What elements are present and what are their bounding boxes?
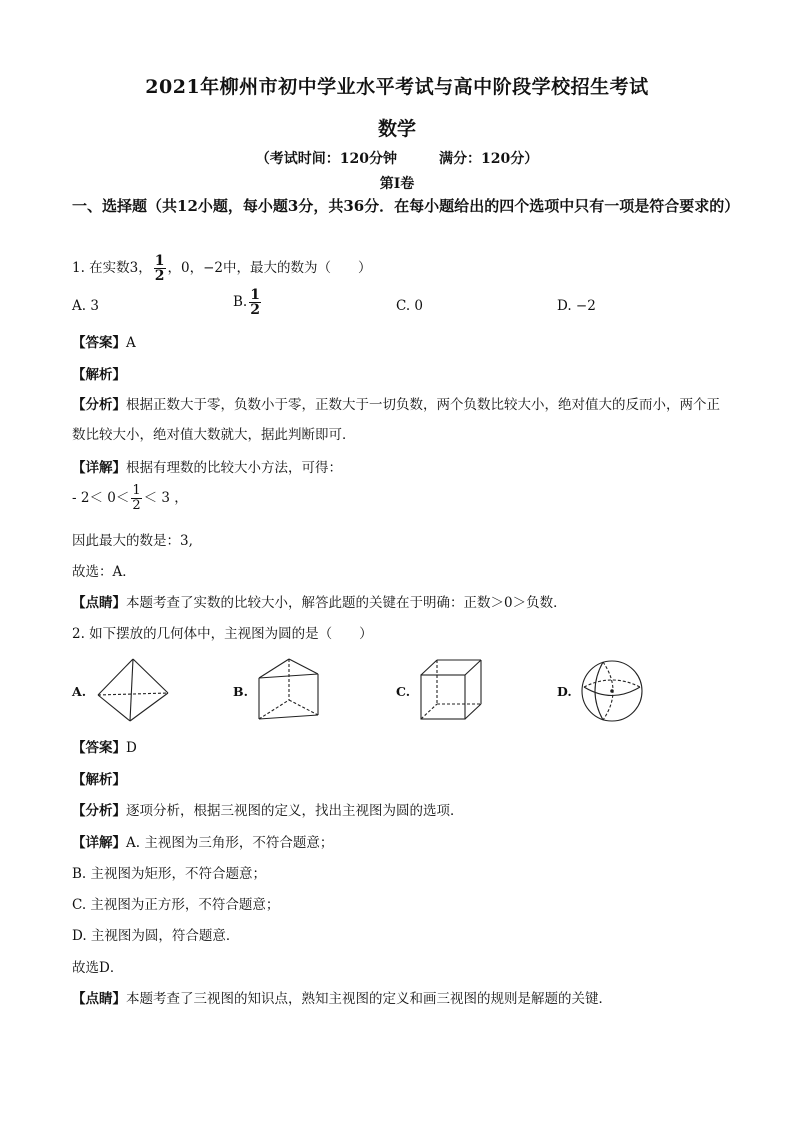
q2-label-b: B. bbox=[233, 684, 248, 699]
exam-title: 2021年柳州市初中学业水平考试与高中阶段学校招生考试 bbox=[145, 76, 649, 98]
q2-xiangjie: 【详解】A. 主视图为三角形，不符合题意； bbox=[72, 835, 334, 851]
exam-score: 满分：120分） bbox=[439, 151, 539, 167]
cube-figure bbox=[418, 658, 484, 722]
q2-stem: 2. 如下摆放的几何体中，主视图为圆的是（ ） bbox=[72, 626, 373, 642]
volume-label: 第Ⅰ卷 bbox=[379, 176, 415, 192]
q2-line-b: B. 主视图为矩形，不符合题意； bbox=[72, 866, 267, 882]
q2-label-c: C. bbox=[396, 684, 411, 699]
section-heading: 一、选择题（共12小题，每小题3分，共36分．在每小题给出的四个选项中只有一项是符合要求的） bbox=[72, 197, 740, 215]
q1-option-c: C. 0 bbox=[396, 298, 424, 314]
pyramid-figure bbox=[94, 657, 172, 725]
q1-choose: 故选：A． bbox=[72, 564, 136, 580]
prism-figure bbox=[255, 656, 323, 722]
q2-line-d: D. 主视图为圆，符合题意． bbox=[72, 928, 240, 944]
q1-option-b: B. $\frac{1}{2}$ bbox=[233, 287, 260, 318]
q2-choose: 故选D． bbox=[72, 960, 124, 976]
q1-answer: 【答案】A bbox=[72, 335, 136, 351]
q2-line-c: C. 主视图为正方形，不符合题意； bbox=[72, 897, 280, 913]
q1-stem: 1. 在实数3， $\frac{1}{2}$ ，0，−2中，最大的数为（ ） bbox=[72, 253, 372, 284]
q1-fenxi: 【分析】根据正数大于零，负数小于零，正数大于一切负数，两个负数比较大小，绝对值大的反而小，两个正数比较大小，绝对值大数就大，据此判断即可． bbox=[72, 397, 720, 443]
q1-max-line: 因此最大的数是：3, bbox=[72, 533, 193, 549]
q1-xiangjie: 【详解】根据有理数的比较大小方法，可得： bbox=[72, 460, 342, 476]
q2-fenxi: 【分析】逐项分析，根据三视图的定义，找出主视图为圆的选项． bbox=[72, 803, 464, 819]
q2-analysis-heading: 【解析】 bbox=[72, 772, 126, 788]
q1-option-a: A. 3 bbox=[72, 298, 99, 314]
q1-option-d: D. −2 bbox=[557, 298, 596, 314]
q1-fraction: $\frac{1}{2}$ bbox=[154, 253, 165, 284]
q1-inequality: - 2＜ 0＜ $\frac{1}{2}$ ＜ 3 ， bbox=[72, 483, 188, 513]
exam-meta bbox=[0, 148, 794, 168]
subject-title: 数学 bbox=[377, 118, 416, 140]
q1-dianjing: 【点睛】本题考查了实数的比较大小，解答此题的关键在于明确：正数＞0＞负数． bbox=[72, 595, 567, 611]
q2-label-d: D. bbox=[557, 684, 572, 699]
q1-analysis-heading: 【解析】 bbox=[72, 367, 126, 383]
q2-dianjing: 【点睛】本题考查了三视图的知识点，熟知主视图的定义和画三视图的规则是解题的关键． bbox=[72, 991, 612, 1007]
q2-answer: 【答案】D bbox=[72, 740, 137, 756]
exam-time: （考试时间：120分钟 bbox=[255, 151, 397, 167]
sphere-figure bbox=[579, 659, 645, 723]
q2-label-a: A. bbox=[72, 684, 87, 699]
